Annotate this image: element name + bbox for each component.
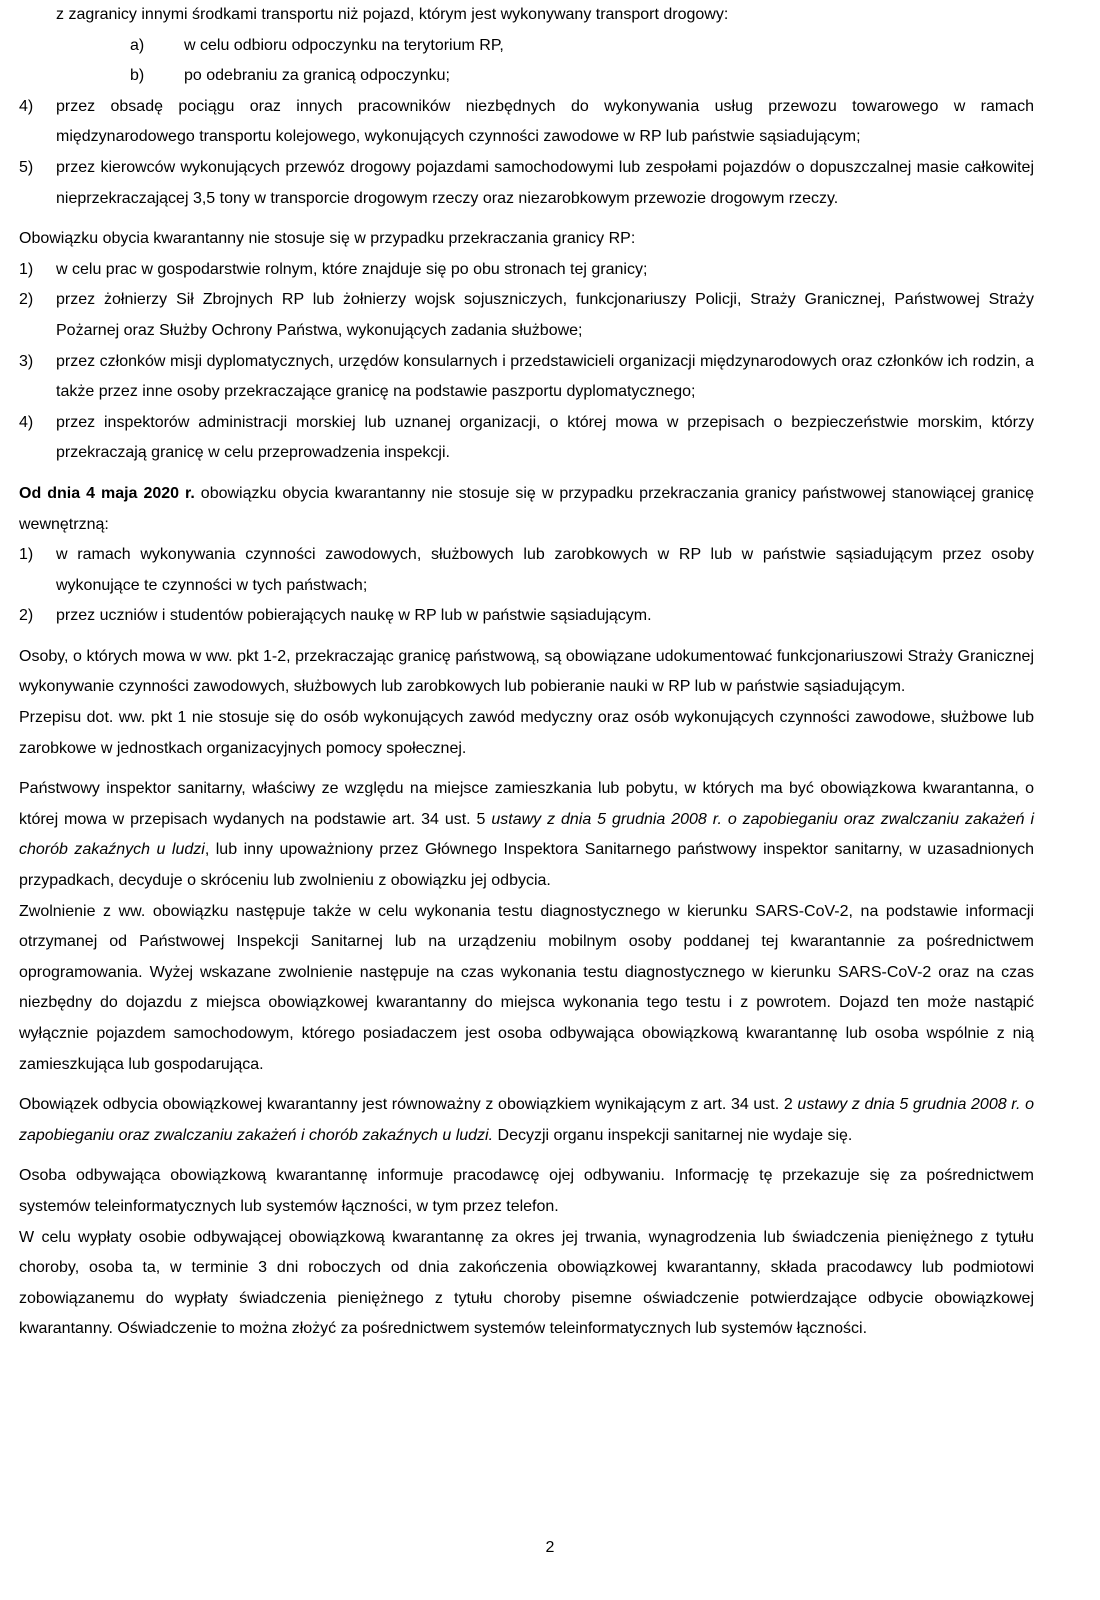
list-item (19, 347, 1034, 408)
list-item (19, 285, 1034, 346)
paragraph: Zwolnienie z ww. obowiązku następuje także w celu wykonania testu diagnostycznego w kierunku SARS-CoV-2, na podstawie informacji otrzymanej od Państwowej Inspekcji Sanitarnej lub na urządzeniu mobilnym osoby poddanej tej kwarantannie za pośrednictwem oprogramowania. Wyżej wskazane zwolnienie następuje na czas wykonania testu diagnostycznego w kierunku SARS-CoV-2 oraz na czas niezbędny do dojazdu z miejsca obowiązkowej kwarantanny do miejsca wykonania tego testu i z powrotem. Dojazd ten może nastąpić wyłącznie pojazdem samochodowym, którego posiadaczem jest osoba odbywająca obowiązkową kwarantannę lub osoba wspólnie z nią zamieszkująca lub gospodarująca. (19, 902, 1034, 1073)
paragraph: Przepisu dot. ww. pkt 1 nie stosuje się do osób wykonujących zawód medyczny oraz osób wykonujących czynności zawodowe, służbowe lub zarobkowe w jednostkach organizacyjnych pomocy społecznej. (19, 709, 1034, 757)
list-item-text: przez kierowców wykonujących przewóz drogowy pojazdami samochodowymi lub zespołami pojazdów o dopuszczalnej masie całkowitej nieprzekraczającej 3,5 tony w transporcie drogowym rzeczy oraz niezarobkowym przewozie drogowym rzeczy. (56, 158, 1034, 207)
list-item-number: 3) (19, 352, 34, 370)
section-quarantine-equivalence (19, 1090, 1034, 1151)
list-item-text: w celu prac w gospodarstwie rolnym, które znajduje się po obu stronach tej granicy; (56, 260, 648, 278)
continuation-text: z zagranicy innymi środkami transportu niż pojazd, którym jest wykonywany transport drogowy: (56, 6, 729, 23)
list-item-number: 4) (19, 97, 34, 115)
list-item-text: przez członków misji dyplomatycznych, urzędów konsularnych i przedstawicieli organizacji międzynarodowych oraz członków ich rodzin, a także przez inne osoby przekraczające granicę na podstawie paszportu dyplomatycznego; (56, 352, 1034, 401)
section-documentation-requirement (19, 642, 1034, 764)
list-item-number: 2) (19, 291, 34, 309)
paragraph (19, 1090, 1034, 1151)
list-item (19, 408, 1034, 469)
section-internal-border-exemptions (19, 479, 1034, 632)
section-intro (19, 479, 1034, 540)
paragraph: Osoba odbywająca obowiązkową kwarantannę informuje pracodawcę ojej odbywaniu. Informację tę przekazuje się za pośrednictwem systemów teleinformatycznych lub systemów łączności, w tym przez telefon. (19, 1167, 1034, 1215)
list-item (19, 153, 1034, 214)
list-item (19, 92, 1034, 153)
text-run: Państwowy inspektor sanitarny, właściwy ze względu na miejsce zamieszkania lub pobytu, w których ma być obowiązkowa kwarantanna, o której mowa w przepisach wydanych na podstawie art. 34 ust. 5 (19, 780, 1034, 828)
intro-rest: obowiązku obycia kwarantanny nie stosuje się w przypadku przekraczania granicy państwowej stanowiącej granicę wewnętrzną: (19, 484, 1034, 533)
paragraph (19, 774, 1034, 896)
text-run: Obowiązek odbycia obowiązkowej kwarantanny jest równoważny z obowiązkiem wynikającym z art. 34 ust. 2 (19, 1096, 798, 1114)
document-page (19, 0, 1034, 1345)
sub-list-text: w celu odbioru odpoczynku na terytorium RP, (184, 36, 504, 54)
list-item-text: przez inspektorów administracji morskiej lub uznanej organizacji, o której mowa w przepisach o bezpieczeństwie morskim, którzy przekraczają granicę w celu przeprowadzenia inspekcji. (56, 413, 1034, 462)
list-item-text: w ramach wykonywania czynności zawodowych, służbowych lub zarobkowych w RP lub w państwie sąsiadującym przez osoby wykonujące te czynności w tych państwach; (56, 546, 1034, 594)
section-transport-exemptions-continued (19, 0, 1034, 214)
section-sanitary-inspector (19, 774, 1034, 1080)
law-citation: ustawy z dnia 5 grudnia 2008 r. o zapobieganiu oraz zwalczaniu zakażeń i chorób zakaźnych u ludzi (19, 810, 1035, 859)
sub-list-text: po odebraniu za granicą odpoczynku; (184, 67, 450, 85)
list-item-continuation (19, 0, 1034, 31)
list-item (19, 601, 1034, 632)
sub-list-letter: a) (130, 36, 145, 54)
list-item-text: przez żołnierzy Sił Zbrojnych RP lub żołnierzy wojsk sojuszniczych, funkcjonariuszy Policji, Straży Granicznej, Państwowej Straży Pożarnej oraz Służby Ochrony Państwa, wykonujących zadania służbowe; (56, 291, 1034, 339)
paragraph: Osoby, o których mowa w ww. pkt 1-2, przekraczając granicę państwową, są obowiązane udokumentować funkcjonariuszowi Straży Granicznej wykonywanie czynności zawodowych, służbowych lub zarobkowych lub pobieranie nauki w RP lub w państwie sąsiadującym. (19, 647, 1034, 696)
list-item-number: 5) (19, 158, 34, 176)
sub-list-item (19, 61, 1034, 92)
intro-date-bold: Od dnia 4 maja 2020 r. (19, 484, 195, 502)
list-item (19, 540, 1034, 601)
text-run: , lub inny upoważniony przez Głównego Inspektora Sanitarnego państwowy inspektor sanitarny, w uzasadnionych przypadkach, decyduje o skróceniu lub zwolnieniu z obowiązku jej odbycia. (19, 841, 1035, 890)
sub-list-letter: b) (130, 67, 145, 85)
paragraph: W celu wypłaty osobie odbywającej obowiązkową kwarantannę za okres jej trwania, wynagrodzenia lub świadczenia pieniężnego z tytułu choroby, osoba ta, w terminie 3 dni roboczych od dnia zakończenia obowiązkowej kwarantanny, składa pracodawcy lub podmiotowi zobowiązanemu do wypłaty świadczenia pieniężnego z tytułu choroby pisemne oświadczenie potwierdzające odbycie obowiązkowej kwarantanny. Oświadczenie to można złożyć za pośrednictwem systemów teleinformatycznych lub systemów łączności. (19, 1228, 1034, 1338)
text-run: Decyzji organu inspekcji sanitarnej nie wydaje się. (493, 1126, 853, 1144)
sub-list-item (19, 31, 1034, 62)
list-item-number: 4) (19, 413, 34, 431)
list-item-text: przez obsadę pociągu oraz innych pracowników niezbędnych do wykonywania usług przewozu towarowego w ramach międzynarodowego transportu kolejowego, wykonujących czynności zawodowe w RP lub państwie sąsiadującym; (56, 97, 1034, 146)
list-item-number: 2) (19, 607, 34, 625)
law-citation: ustawy z dnia 5 grudnia 2008 r. o zapobieganiu oraz zwalczaniu zakażeń i chorób zakaźnych u ludzi. (19, 1096, 1035, 1144)
list-item-number: 1) (19, 260, 34, 278)
section-intro: Obowiązku obycia kwarantanny nie stosuje się w przypadku przekraczania granicy RP: (19, 230, 636, 248)
page-number: 2 (545, 1539, 555, 1556)
section-employer-notification (19, 1161, 1034, 1345)
list-item-number: 1) (19, 546, 34, 564)
list-item-text: przez uczniów i studentów pobierających naukę w RP lub w państwie sąsiadującym. (56, 607, 652, 625)
section-border-exemptions (19, 224, 1034, 469)
list-item (19, 255, 1034, 286)
